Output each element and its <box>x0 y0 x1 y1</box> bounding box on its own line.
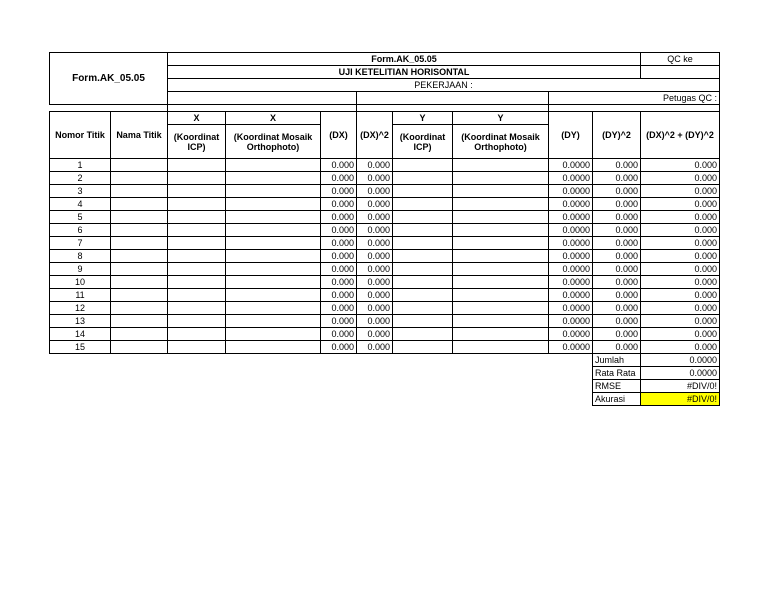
y-icp-cell[interactable] <box>393 328 453 341</box>
y-orthophoto-cell[interactable] <box>453 276 549 289</box>
dy-squared-cell: 0.000 <box>593 237 641 250</box>
sum-squares-cell: 0.000 <box>641 172 720 185</box>
y-orthophoto-cell[interactable] <box>453 237 549 250</box>
nama-titik-cell[interactable] <box>111 315 168 328</box>
header-x: X <box>226 112 321 125</box>
x-orthophoto-cell[interactable] <box>226 263 321 276</box>
dx-cell: 0.000 <box>321 328 357 341</box>
dy-cell: 0.0000 <box>549 224 593 237</box>
x-orthophoto-cell[interactable] <box>226 250 321 263</box>
sum-squares-cell: 0.000 <box>641 185 720 198</box>
dx-cell: 0.000 <box>321 276 357 289</box>
y-icp-cell[interactable] <box>393 159 453 172</box>
y-icp-cell[interactable] <box>393 185 453 198</box>
dx-squared-cell: 0.000 <box>357 250 393 263</box>
table-row <box>50 263 720 276</box>
dx-cell: 0.000 <box>321 250 357 263</box>
y-orthophoto-cell[interactable] <box>453 172 549 185</box>
x-orthophoto-cell[interactable] <box>226 289 321 302</box>
summary-row <box>50 354 720 367</box>
summary-label: Akurasi <box>593 393 641 406</box>
y-orthophoto-cell[interactable] <box>453 302 549 315</box>
x-icp-cell[interactable] <box>168 328 226 341</box>
dx-cell: 0.000 <box>321 341 357 354</box>
dy-cell: 0.0000 <box>549 172 593 185</box>
x-icp-cell[interactable] <box>168 315 226 328</box>
table-row <box>50 315 720 328</box>
sum-squares-cell: 0.000 <box>641 211 720 224</box>
nama-titik-cell[interactable] <box>111 237 168 250</box>
summary-blank <box>50 367 593 380</box>
table-row <box>50 185 720 198</box>
x-orthophoto-cell[interactable] <box>226 211 321 224</box>
nama-titik-cell[interactable] <box>111 159 168 172</box>
x-icp-cell[interactable] <box>168 302 226 315</box>
table-row <box>50 172 720 185</box>
spacer-cell <box>168 105 357 112</box>
table-row <box>50 341 720 354</box>
nomor-titik-cell: 5 <box>50 211 111 224</box>
y-icp-cell[interactable] <box>393 250 453 263</box>
y-icp-cell[interactable] <box>393 237 453 250</box>
dx-cell: 0.000 <box>321 263 357 276</box>
header-x-koordinat-orthophoto: (Koordinat Mosaik Orthophoto) <box>226 125 321 159</box>
dx-cell: 0.000 <box>321 315 357 328</box>
dy-squared-cell: 0.000 <box>593 224 641 237</box>
data-rows <box>50 159 720 354</box>
dy-cell: 0.0000 <box>549 263 593 276</box>
header-dy: (DY) <box>549 112 593 159</box>
y-orthophoto-cell[interactable] <box>453 198 549 211</box>
y-icp-cell[interactable] <box>393 198 453 211</box>
pekerjaan-value-cell[interactable] <box>168 92 357 105</box>
y-orthophoto-cell[interactable] <box>453 224 549 237</box>
dy-cell: 0.0000 <box>549 315 593 328</box>
spacer-cell <box>50 105 168 112</box>
dx-squared-cell: 0.000 <box>357 341 393 354</box>
dx-squared-cell: 0.000 <box>357 185 393 198</box>
table-row <box>50 198 720 211</box>
form-code-left: Form.AK_05.05 <box>50 53 168 105</box>
dy-cell: 0.0000 <box>549 211 593 224</box>
nama-titik-cell[interactable] <box>111 185 168 198</box>
dy-squared-cell: 0.000 <box>593 185 641 198</box>
header-sum-squares: (DX)^2 + (DY)^2 <box>641 112 720 159</box>
dx-squared-cell: 0.000 <box>357 315 393 328</box>
x-icp-cell[interactable] <box>168 224 226 237</box>
x-orthophoto-cell[interactable] <box>226 198 321 211</box>
header-x: X <box>168 112 226 125</box>
y-icp-cell[interactable] <box>393 276 453 289</box>
qc-label: QC ke <box>641 53 720 66</box>
header-dy-squared: (DY)^2 <box>593 112 641 159</box>
dy-cell: 0.0000 <box>549 185 593 198</box>
table-row <box>50 224 720 237</box>
nama-titik-cell[interactable] <box>111 289 168 302</box>
dy-cell: 0.0000 <box>549 328 593 341</box>
y-orthophoto-cell[interactable] <box>453 328 549 341</box>
y-icp-cell[interactable] <box>393 172 453 185</box>
dy-squared-cell: 0.000 <box>593 250 641 263</box>
dy-cell: 0.0000 <box>549 237 593 250</box>
x-orthophoto-cell[interactable] <box>226 172 321 185</box>
spacer-cell <box>549 105 720 112</box>
x-icp-cell[interactable] <box>168 159 226 172</box>
table-row <box>50 289 720 302</box>
dy-squared-cell: 0.000 <box>593 315 641 328</box>
sum-squares-cell: 0.000 <box>641 328 720 341</box>
dx-cell: 0.000 <box>321 198 357 211</box>
header-x-koordinat-icp: (Koordinat ICP) <box>168 125 226 159</box>
nomor-titik-cell: 9 <box>50 263 111 276</box>
sum-squares-cell: 0.000 <box>641 341 720 354</box>
summary-blank <box>50 393 593 406</box>
summary-value: #DIV/0! <box>641 380 720 393</box>
x-orthophoto-cell[interactable] <box>226 341 321 354</box>
dx-squared-cell: 0.000 <box>357 328 393 341</box>
x-icp-cell[interactable] <box>168 237 226 250</box>
sum-squares-cell: 0.000 <box>641 263 720 276</box>
header-nomor-titik: Nomor Titik <box>50 112 111 159</box>
summary-value: #DIV/0! <box>641 393 720 406</box>
summary-value: 0.0000 <box>641 354 720 367</box>
sum-squares-cell: 0.000 <box>641 198 720 211</box>
dy-squared-cell: 0.000 <box>593 159 641 172</box>
table-row <box>50 211 720 224</box>
nama-titik-cell[interactable] <box>111 172 168 185</box>
y-icp-cell[interactable] <box>393 302 453 315</box>
table-row <box>50 328 720 341</box>
dx-cell: 0.000 <box>321 185 357 198</box>
dy-cell: 0.0000 <box>549 302 593 315</box>
dx-squared-cell: 0.000 <box>357 172 393 185</box>
x-orthophoto-cell[interactable] <box>226 302 321 315</box>
dy-squared-cell: 0.000 <box>593 289 641 302</box>
dx-squared-cell: 0.000 <box>357 289 393 302</box>
header-y-koordinat-icp: (Koordinat ICP) <box>393 125 453 159</box>
dy-cell: 0.0000 <box>549 159 593 172</box>
y-orthophoto-cell[interactable] <box>453 211 549 224</box>
pekerjaan-extra-cell[interactable] <box>357 92 549 105</box>
nama-titik-cell[interactable] <box>111 263 168 276</box>
dy-squared-cell: 0.000 <box>593 302 641 315</box>
nama-titik-cell[interactable] <box>111 276 168 289</box>
x-icp-cell[interactable] <box>168 341 226 354</box>
y-orthophoto-cell[interactable] <box>453 159 549 172</box>
nomor-titik-cell: 7 <box>50 237 111 250</box>
dx-squared-cell: 0.000 <box>357 211 393 224</box>
nama-titik-cell[interactable] <box>111 198 168 211</box>
nomor-titik-cell: 15 <box>50 341 111 354</box>
y-orthophoto-cell[interactable] <box>453 250 549 263</box>
nomor-titik-cell: 6 <box>50 224 111 237</box>
table-row <box>50 302 720 315</box>
x-orthophoto-cell[interactable] <box>226 315 321 328</box>
nama-titik-cell[interactable] <box>111 211 168 224</box>
nama-titik-cell[interactable] <box>111 341 168 354</box>
x-icp-cell[interactable] <box>168 276 226 289</box>
summary-value: 0.0000 <box>641 367 720 380</box>
dy-squared-cell: 0.000 <box>593 172 641 185</box>
summary-label: Rata Rata <box>593 367 641 380</box>
y-orthophoto-cell[interactable] <box>453 263 549 276</box>
table-row <box>50 276 720 289</box>
dy-cell: 0.0000 <box>549 289 593 302</box>
dx-cell: 0.000 <box>321 289 357 302</box>
y-icp-cell[interactable] <box>393 315 453 328</box>
sum-squares-cell: 0.000 <box>641 302 720 315</box>
summary-rows <box>50 354 720 406</box>
dx-cell: 0.000 <box>321 172 357 185</box>
sum-squares-cell: 0.000 <box>641 250 720 263</box>
nama-titik-cell[interactable] <box>111 224 168 237</box>
dx-cell: 0.000 <box>321 211 357 224</box>
form-code-title: Form.AK_05.05 <box>168 53 641 66</box>
dy-squared-cell: 0.000 <box>593 276 641 289</box>
header-y: Y <box>393 112 453 125</box>
x-icp-cell[interactable] <box>168 250 226 263</box>
header-y-koordinat-orthophoto: (Koordinat Mosaik Orthophoto) <box>453 125 549 159</box>
y-orthophoto-cell[interactable] <box>453 341 549 354</box>
y-icp-cell[interactable] <box>393 211 453 224</box>
table-row <box>50 159 720 172</box>
nomor-titik-cell: 13 <box>50 315 111 328</box>
summary-row <box>50 367 720 380</box>
x-orthophoto-cell[interactable] <box>226 159 321 172</box>
x-icp-cell[interactable] <box>168 172 226 185</box>
x-icp-cell[interactable] <box>168 263 226 276</box>
page-title: UJI KETELITIAN HORISONTAL <box>168 66 641 79</box>
table-row <box>50 237 720 250</box>
horizontal-accuracy-table <box>49 52 720 406</box>
summary-blank <box>50 354 593 367</box>
nomor-titik-cell: 14 <box>50 328 111 341</box>
summary-blank <box>50 380 593 393</box>
qc-value-cell[interactable] <box>641 66 720 79</box>
summary-row <box>50 393 720 406</box>
dy-squared-cell: 0.000 <box>593 263 641 276</box>
dy-squared-cell: 0.000 <box>593 211 641 224</box>
dy-cell: 0.0000 <box>549 198 593 211</box>
dx-cell: 0.000 <box>321 224 357 237</box>
dx-cell: 0.000 <box>321 237 357 250</box>
x-orthophoto-cell[interactable] <box>226 328 321 341</box>
header-nama-titik: Nama Titik <box>111 112 168 159</box>
nomor-titik-cell: 8 <box>50 250 111 263</box>
nomor-titik-cell: 11 <box>50 289 111 302</box>
summary-row <box>50 380 720 393</box>
dx-cell: 0.000 <box>321 159 357 172</box>
y-icp-cell[interactable] <box>393 263 453 276</box>
nomor-titik-cell: 3 <box>50 185 111 198</box>
dy-squared-cell: 0.000 <box>593 341 641 354</box>
dx-squared-cell: 0.000 <box>357 263 393 276</box>
y-icp-cell[interactable] <box>393 289 453 302</box>
sum-squares-cell: 0.000 <box>641 315 720 328</box>
dy-squared-cell: 0.000 <box>593 328 641 341</box>
x-orthophoto-cell[interactable] <box>226 185 321 198</box>
sum-squares-cell: 0.000 <box>641 289 720 302</box>
summary-label: RMSE <box>593 380 641 393</box>
y-icp-cell[interactable] <box>393 224 453 237</box>
nomor-titik-cell: 10 <box>50 276 111 289</box>
dy-squared-cell: 0.000 <box>593 198 641 211</box>
dx-squared-cell: 0.000 <box>357 159 393 172</box>
y-orthophoto-cell[interactable] <box>453 289 549 302</box>
dy-cell: 0.0000 <box>549 341 593 354</box>
header-dx: (DX) <box>321 112 357 159</box>
y-orthophoto-cell[interactable] <box>453 315 549 328</box>
x-orthophoto-cell[interactable] <box>226 237 321 250</box>
dx-squared-cell: 0.000 <box>357 302 393 315</box>
sum-squares-cell: 0.000 <box>641 237 720 250</box>
nama-titik-cell[interactable] <box>111 328 168 341</box>
x-icp-cell[interactable] <box>168 185 226 198</box>
petugas-qc-label: Petugas QC : <box>549 92 720 105</box>
x-orthophoto-cell[interactable] <box>226 224 321 237</box>
summary-label: Jumlah <box>593 354 641 367</box>
dx-squared-cell: 0.000 <box>357 276 393 289</box>
x-icp-cell[interactable] <box>168 289 226 302</box>
sum-squares-cell: 0.000 <box>641 276 720 289</box>
nomor-titik-cell: 12 <box>50 302 111 315</box>
table-row <box>50 250 720 263</box>
x-icp-cell[interactable] <box>168 198 226 211</box>
x-icp-cell[interactable] <box>168 211 226 224</box>
dx-cell: 0.000 <box>321 302 357 315</box>
y-icp-cell[interactable] <box>393 341 453 354</box>
nomor-titik-cell: 1 <box>50 159 111 172</box>
spacer-cell <box>357 105 549 112</box>
header-y: Y <box>453 112 549 125</box>
nomor-titik-cell: 2 <box>50 172 111 185</box>
header-dx-squared: (DX)^2 <box>357 112 393 159</box>
dx-squared-cell: 0.000 <box>357 198 393 211</box>
nomor-titik-cell: 4 <box>50 198 111 211</box>
sum-squares-cell: 0.000 <box>641 224 720 237</box>
nama-titik-cell[interactable] <box>111 250 168 263</box>
dx-squared-cell: 0.000 <box>357 224 393 237</box>
y-orthophoto-cell[interactable] <box>453 185 549 198</box>
sum-squares-cell: 0.000 <box>641 159 720 172</box>
nama-titik-cell[interactable] <box>111 302 168 315</box>
x-orthophoto-cell[interactable] <box>226 276 321 289</box>
dy-cell: 0.0000 <box>549 276 593 289</box>
spreadsheet-form <box>49 52 720 406</box>
pekerjaan-label: PEKERJAAN : <box>168 79 720 92</box>
dy-cell: 0.0000 <box>549 250 593 263</box>
dx-squared-cell: 0.000 <box>357 237 393 250</box>
